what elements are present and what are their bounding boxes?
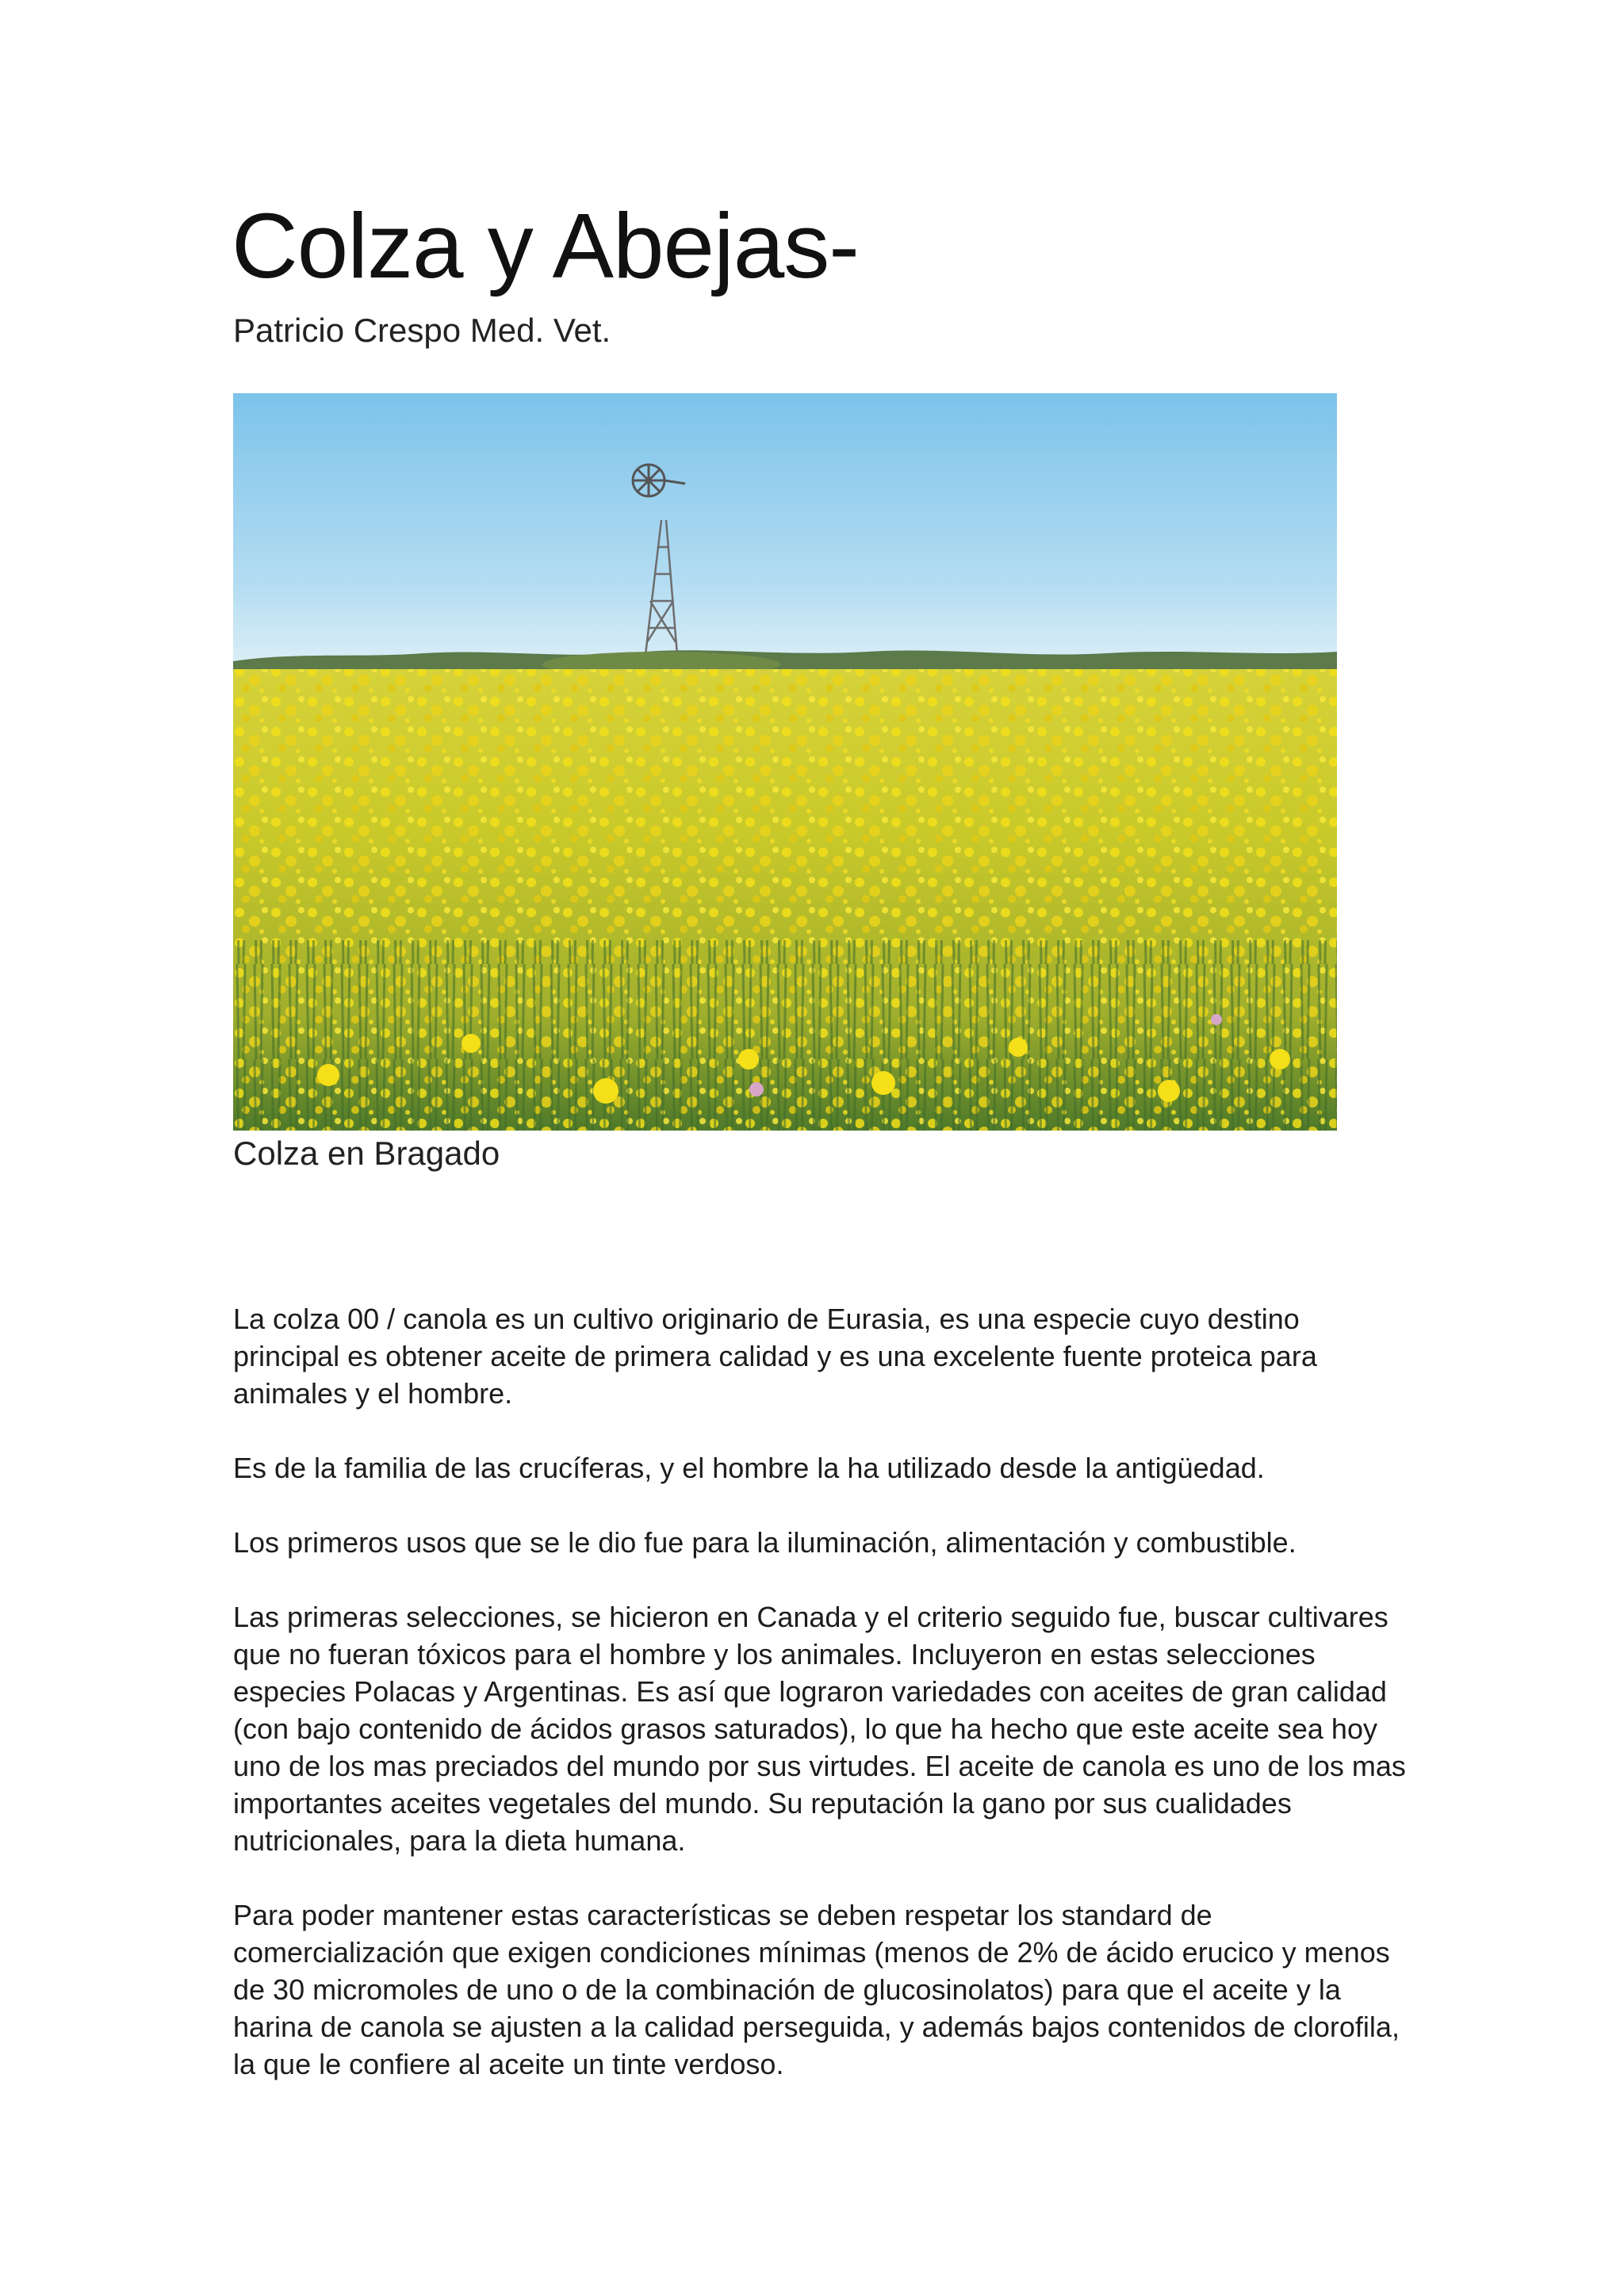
paragraph: La colza 00 / canola es un cultivo originario de Eurasia, es una especie cuyo destino principal es obtener aceite de primera calidad y es una excelente fuente proteica para animales y el hombre. (233, 1303, 1317, 1410)
paragraph: Las primeras selecciones, se hicieron en Canada y el criterio seguido fue, buscar cultivares que no fueran tóxicos para el hombre y los animales. Incluyeron en estas selecciones especies Polacas y Argentinas. Es así que lograron variedades con aceites de gran calidad (con bajo contenido de ácidos grasos saturados), lo que ha hecho que este aceite sea hoy uno de los mas preciados del mundo por sus virtudes. El aceite de canola es uno de los mas importantes aceites vegetales del mundo. Su reputación la gano por sus cualidades nutricionales, para la dieta humana. (233, 1601, 1406, 1857)
paragraph: Para poder mantener estas características se deben respetar los standard de comercialización que exigen condiciones mínimas (menos de 2% de ácido erucico y menos de 30 micromoles de uno o de la combinación de glucosinolatos) para que el aceite y la harina de canola se ajusten a la calidad perseguida, y además bajos contenidos de clorofila, la que le confiere al aceite un tinte verdoso. (233, 1899, 1400, 2080)
article-body (233, 1300, 1407, 2120)
figure-caption: Colza en Bragado (233, 1135, 500, 1172)
document-author: Patricio Crespo Med. Vet. (233, 312, 611, 349)
document-title: Colza y Abejas- (232, 194, 859, 297)
paragraph: Los primeros usos que se le dio fue para la iluminación, alimentación y combustible. (233, 1526, 1297, 1559)
paragraph: Es de la familia de las crucíferas, y el hombre la ha utilizado desde la antigüedad. (233, 1452, 1265, 1484)
field-photo (233, 393, 1337, 1131)
